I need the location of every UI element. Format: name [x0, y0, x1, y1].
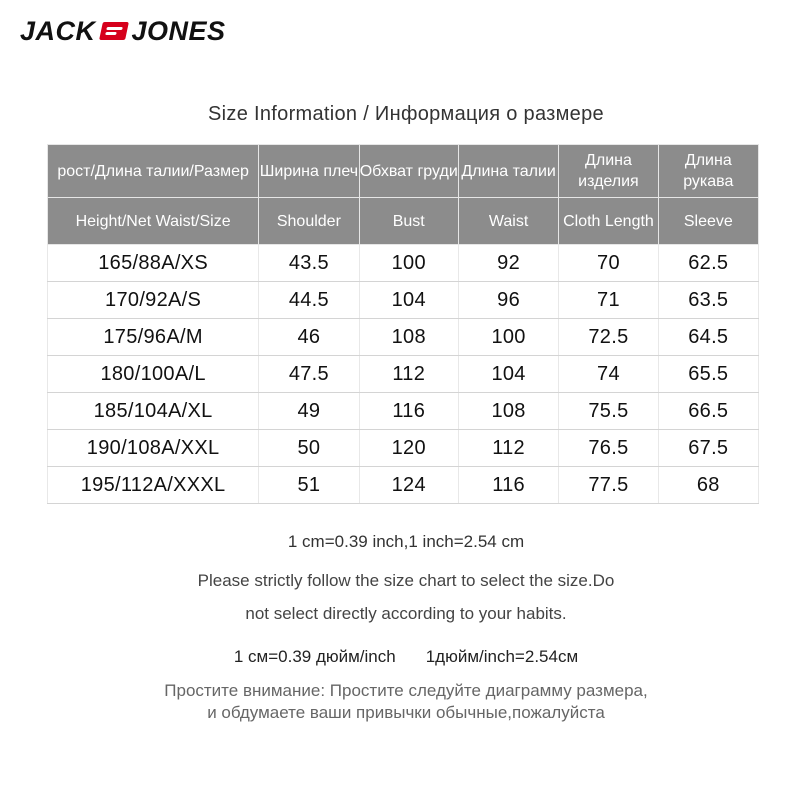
header-ru-shoulder: Ширина плеч	[259, 145, 359, 198]
cell-size: 190/108A/XXL	[48, 430, 259, 467]
table-row	[48, 430, 759, 467]
advice-note-ru-line2: и обдумаете ваши привычки обычные,пожалуйста	[207, 703, 605, 722]
cell-size: 175/96A/M	[48, 319, 259, 356]
header-ru-bust: Обхват груди	[359, 145, 458, 198]
cell-length: 70	[559, 245, 658, 282]
header-ru-length: Длина изделия	[559, 145, 658, 198]
cell-sleeve: 68	[658, 467, 758, 504]
table-header-en	[48, 198, 759, 245]
cell-shoulder: 51	[259, 467, 359, 504]
advice-note-en-line1: Please strictly follow the size chart to select the size.Do	[197, 571, 615, 590]
cell-length: 76.5	[559, 430, 658, 467]
table-row	[48, 393, 759, 430]
size-table	[47, 144, 759, 504]
cell-waist: 116	[458, 467, 558, 504]
cell-shoulder: 46	[259, 319, 359, 356]
advice-note-ru-line1: Простите внимание: Простите следуйте диаграмму размера,	[164, 681, 648, 700]
cell-length: 72.5	[559, 319, 658, 356]
cell-shoulder: 43.5	[259, 245, 359, 282]
cell-size: 180/100A/L	[48, 356, 259, 393]
table-row	[48, 319, 759, 356]
cell-shoulder: 44.5	[259, 282, 359, 319]
cell-size: 165/88A/XS	[48, 245, 259, 282]
table-row	[48, 245, 759, 282]
table-row	[48, 467, 759, 504]
brand-logo-right: JONES	[131, 15, 226, 46]
cell-shoulder: 49	[259, 393, 359, 430]
cell-bust: 108	[359, 319, 458, 356]
brand-logo	[20, 14, 226, 48]
cell-sleeve: 63.5	[658, 282, 758, 319]
cell-shoulder: 47.5	[259, 356, 359, 393]
cell-bust: 100	[359, 245, 458, 282]
cell-sleeve: 62.5	[658, 245, 758, 282]
cell-size: 170/92A/S	[48, 282, 259, 319]
header-ru-sleeve: Длина рукава	[658, 145, 758, 198]
cell-waist: 112	[458, 430, 558, 467]
brand-logo-left: JACK	[20, 15, 96, 46]
conversion-note-en: 1 cm=0.39 inch,1 inch=2.54 cm	[287, 532, 525, 551]
cell-waist: 100	[458, 319, 558, 356]
brand-flag-icon	[99, 22, 129, 40]
conversion-note-ru-inch: 1дюйм/inch=2.54см	[425, 647, 579, 666]
cell-length: 75.5	[559, 393, 658, 430]
cell-waist: 104	[458, 356, 558, 393]
header-en-size: Height/Net Waist/Size	[48, 198, 259, 245]
cell-sleeve: 64.5	[658, 319, 758, 356]
cell-length: 74	[559, 356, 658, 393]
conversion-note-ru-cm: 1 см=0.39 дюйм/inch	[233, 647, 396, 666]
cell-length: 77.5	[559, 467, 658, 504]
cell-sleeve: 67.5	[658, 430, 758, 467]
header-en-bust: Bust	[359, 198, 458, 245]
cell-size: 195/112A/XXXL	[48, 467, 259, 504]
header-en-shoulder: Shoulder	[259, 198, 359, 245]
table-header-ru	[48, 145, 759, 198]
cell-sleeve: 66.5	[658, 393, 758, 430]
cell-bust: 124	[359, 467, 458, 504]
header-ru-size: рост/Длина талии/Размер	[48, 145, 259, 198]
cell-waist: 108	[458, 393, 558, 430]
conversion-note-ru	[0, 647, 800, 667]
cell-waist: 92	[458, 245, 558, 282]
cell-shoulder: 50	[259, 430, 359, 467]
page-title: Size Information / Информация о размере	[208, 103, 604, 125]
cell-bust: 104	[359, 282, 458, 319]
cell-size: 185/104A/XL	[48, 393, 259, 430]
header-ru-waist: Длина талии	[458, 145, 558, 198]
advice-note-en-line2: not select directly according to your habits.	[245, 604, 567, 623]
header-en-waist: Waist	[458, 198, 558, 245]
header-en-length: Cloth Length	[559, 198, 658, 245]
cell-bust: 116	[359, 393, 458, 430]
cell-bust: 120	[359, 430, 458, 467]
advice-note-ru	[0, 680, 800, 724]
cell-waist: 96	[458, 282, 558, 319]
table-row	[48, 356, 759, 393]
table-row	[48, 282, 759, 319]
cell-bust: 112	[359, 356, 458, 393]
header-en-sleeve: Sleeve	[658, 198, 758, 245]
cell-length: 71	[559, 282, 658, 319]
cell-sleeve: 65.5	[658, 356, 758, 393]
